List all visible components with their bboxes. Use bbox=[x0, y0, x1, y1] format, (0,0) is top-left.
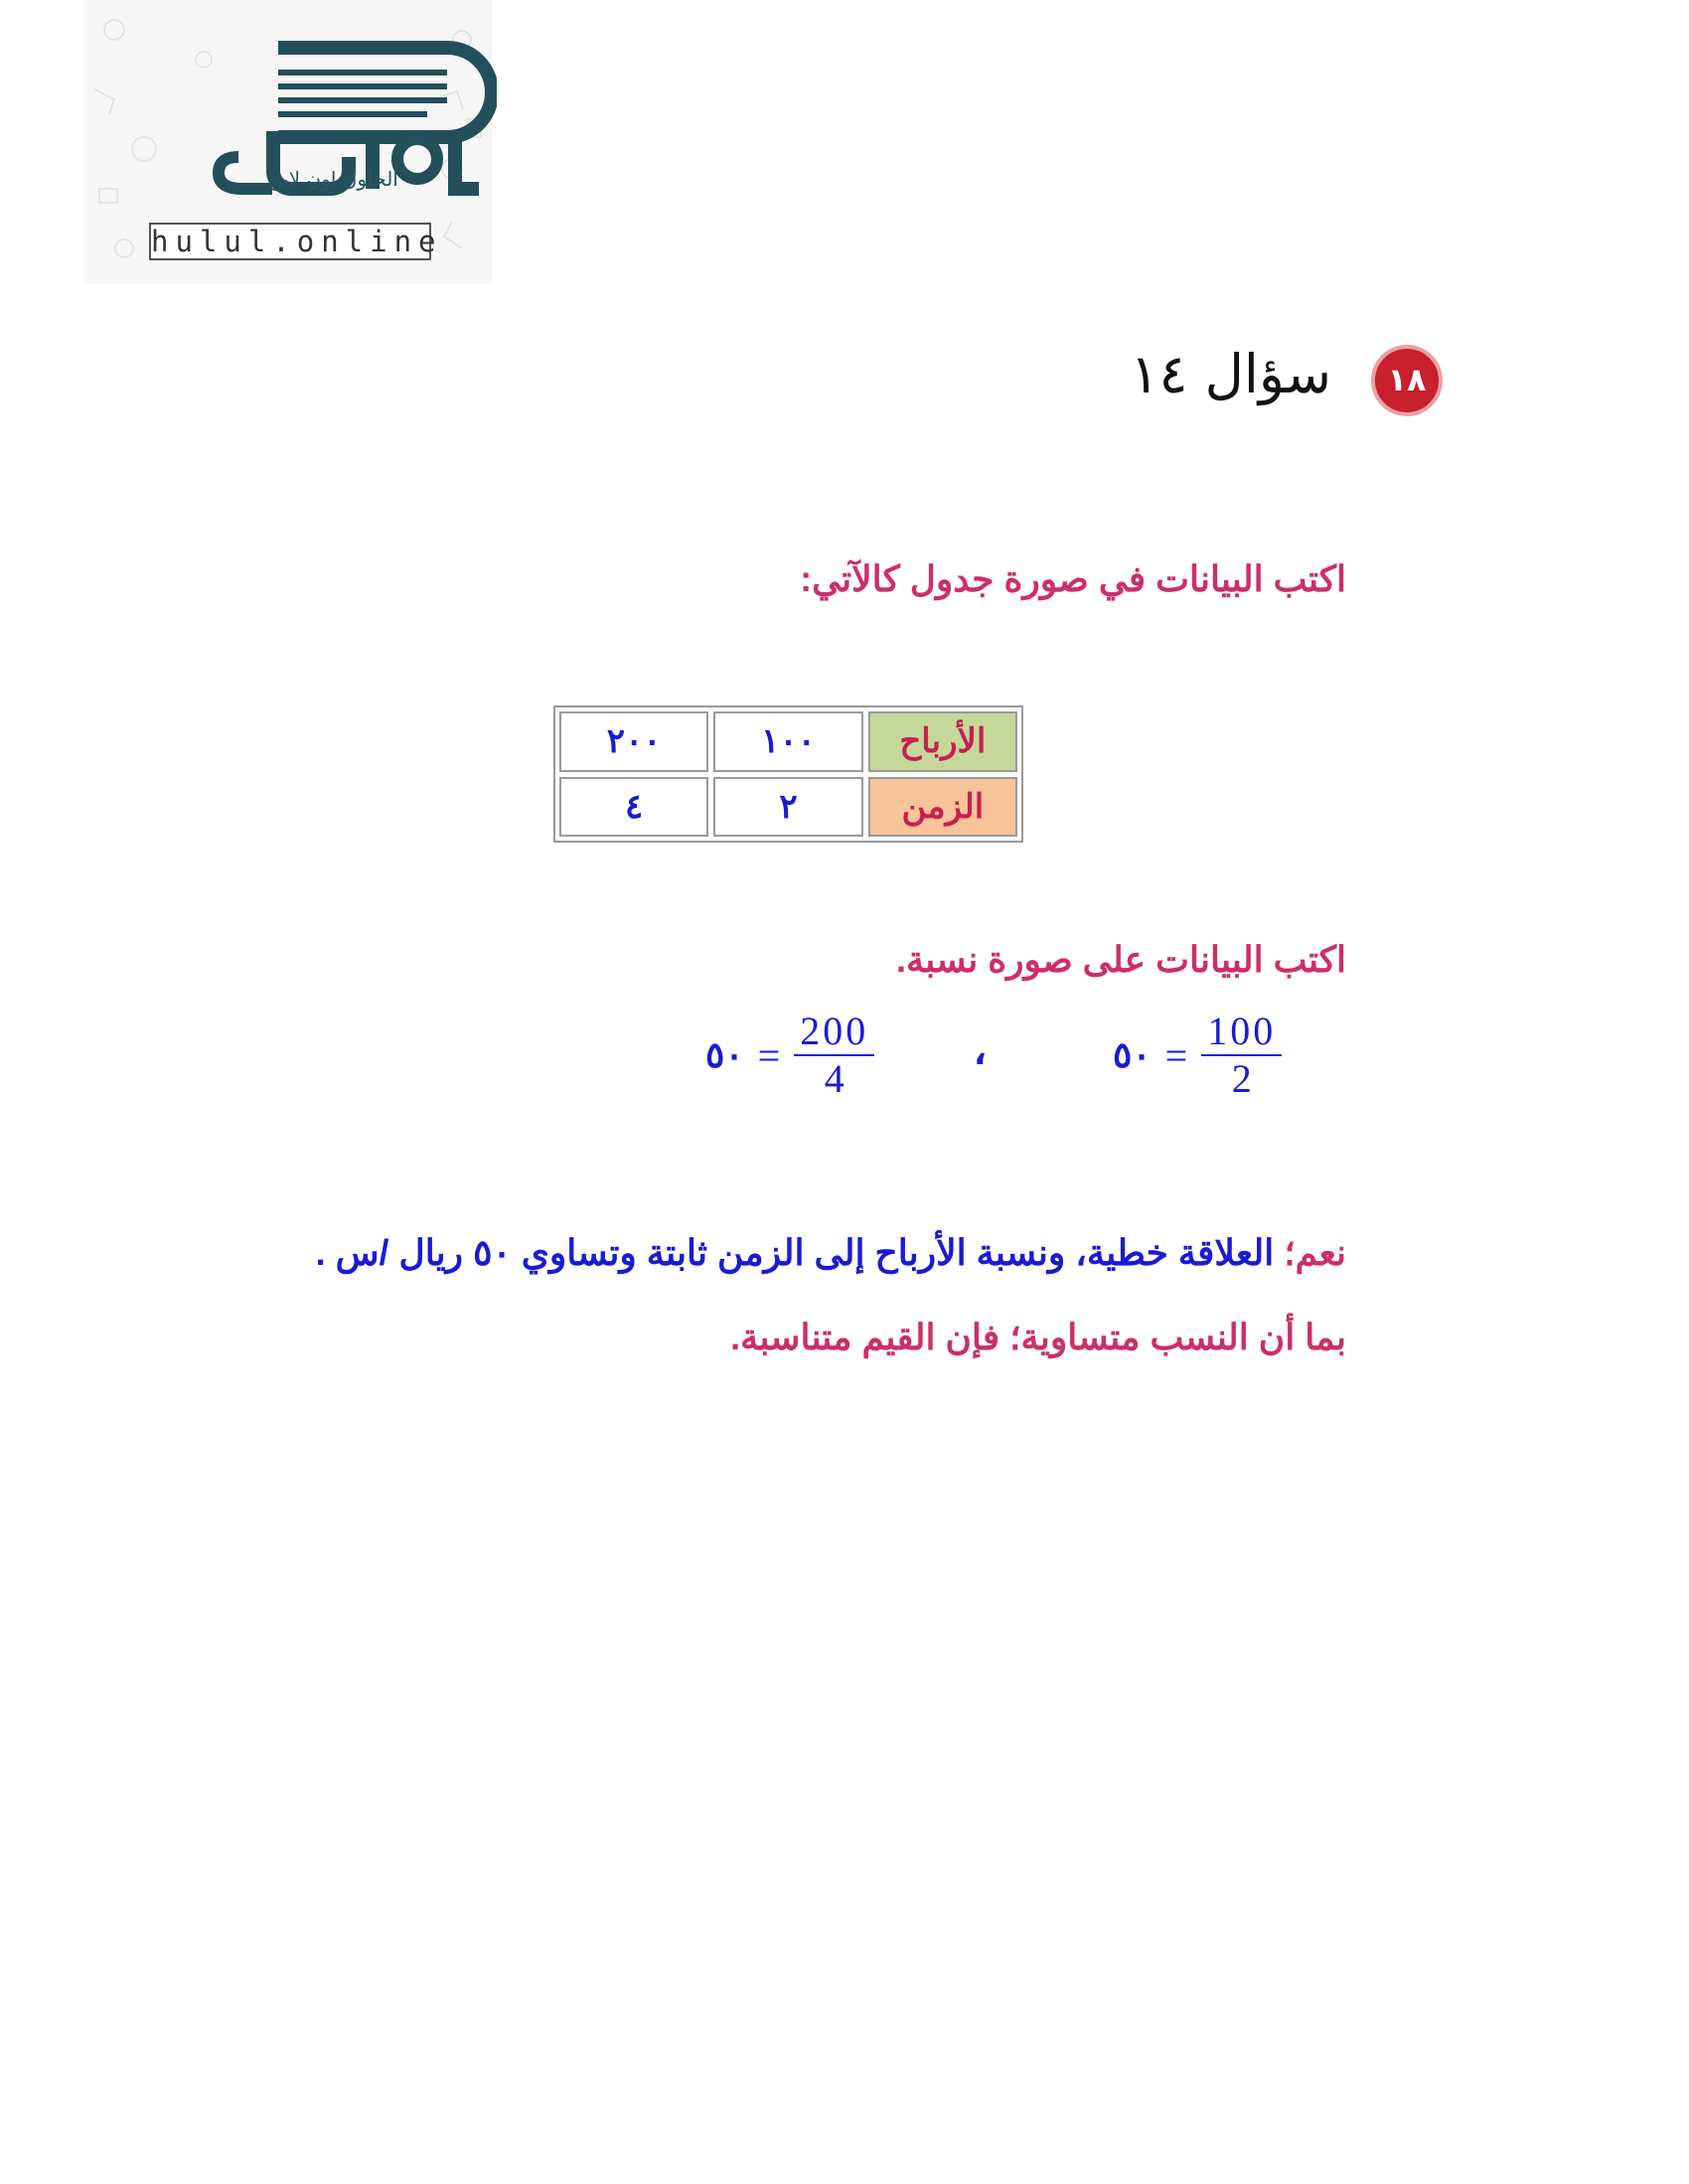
question-number-badge: ١٨ bbox=[1371, 345, 1443, 416]
ratio-equations bbox=[695, 1009, 1311, 1108]
answer-body: العلاقة خطية، ونسبة الأرباح إلى الزمن ثابتة وتساوي ٥٠ ريال /س . bbox=[315, 1232, 1285, 1273]
ratio-equation bbox=[705, 1009, 874, 1102]
table-cell: ٢ bbox=[713, 777, 862, 838]
table-cell: ١٠٠ bbox=[713, 711, 862, 772]
logo-tagline: الحلول اون لاين bbox=[268, 167, 398, 191]
conclusion-text: بما أن النسب متساوية؛ فإن القيم متناسبة. bbox=[730, 1317, 1346, 1357]
answer-text bbox=[316, 1232, 1346, 1274]
table-header-profits: الأرباح bbox=[868, 711, 1017, 772]
table-cell: ٢٠٠ bbox=[559, 711, 708, 772]
fraction bbox=[1201, 1009, 1282, 1102]
logo-url: hulul.online bbox=[151, 225, 443, 258]
table-header-time: الزمن bbox=[868, 777, 1017, 838]
fraction-denominator: 4 bbox=[824, 1056, 844, 1101]
fraction-numerator: 200 bbox=[794, 1009, 874, 1056]
equals-sign: = bbox=[1164, 1032, 1188, 1078]
fraction-numerator: 100 bbox=[1201, 1009, 1282, 1056]
hulul-logo bbox=[84, 0, 492, 283]
table-instruction: اكتب البيانات في صورة جدول كالآتي: bbox=[800, 558, 1346, 599]
ratio-separator: ، bbox=[974, 1033, 987, 1073]
ratio-instruction: اكتب البيانات على صورة نسبة. bbox=[895, 939, 1346, 980]
fraction-denominator: 2 bbox=[1231, 1056, 1252, 1101]
fraction bbox=[794, 1009, 874, 1102]
answer-prefix: نعم؛ bbox=[1284, 1232, 1346, 1273]
question-title: سؤال ١٤ bbox=[1130, 343, 1331, 405]
ratio-equation bbox=[1113, 1009, 1282, 1102]
data-table bbox=[553, 705, 1023, 843]
table-cell: ٤ bbox=[559, 777, 708, 838]
ratio-result: ٥٠ bbox=[705, 1034, 744, 1075]
ratio-result: ٥٠ bbox=[1113, 1034, 1152, 1075]
equals-sign: = bbox=[757, 1032, 781, 1078]
